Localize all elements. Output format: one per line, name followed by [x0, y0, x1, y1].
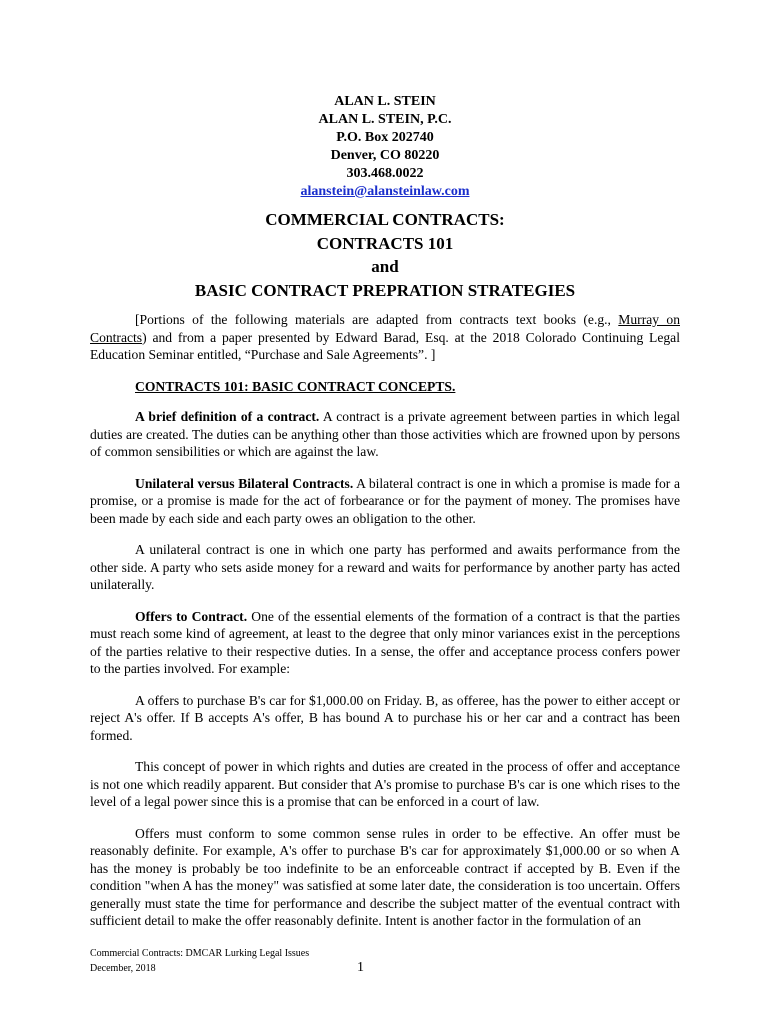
intro-paragraph: [Portions of the following materials are adapted from contracts text books (e.g., Murray on Contracts) and from a paper presented by Edward Barad, Esq. at the 2018 Colorado Continuing Legal Education Seminar entitled, “Purchase and Sale Agreements”. ]	[90, 312, 680, 362]
firm-name: ALAN L. STEIN, P.C.	[318, 112, 452, 127]
document-body	[90, 311, 680, 944]
paragraph: A unilateral contract is one in which one party has performed and awaits performance from the other side. A party who sets aside money for a reward and waits for performance by another party has acted unilaterally.	[90, 542, 680, 592]
section-heading: CONTRACTS 101: BASIC CONTRACT CONCEPTS.	[135, 378, 456, 394]
title-line-4: BASIC CONTRACT PREPRATION STRATEGIES	[194, 280, 576, 300]
paragraph: This concept of power in which rights and duties are created in the process of offer and acceptance is not one which readily apparent. But consider that A's promise to purchase B's car is one which rises to the level of a legal power since this is a promise that can be enforced in a court of law.	[90, 759, 680, 809]
title-line-1: COMMERCIAL CONTRACTS:	[265, 210, 505, 229]
paragraph: Unilateral versus Bilateral Contracts. A bilateral contract is one in which a promise is made for a promise, or a promise is made for the act of forbearance or for the payment of money. The promises have been made by each side and each party owes an obligation to the other.	[90, 475, 680, 526]
document-title	[0, 208, 770, 302]
po-box: P.O. Box 202740	[336, 130, 434, 145]
paragraph: A brief definition of a contract. A contract is a private agreement between parties in which legal duties are created. The duties can be anything other than those activities which are frowned upon by persons of common sensibilities or which are against the law.	[90, 409, 681, 459]
page-number: 1	[357, 960, 364, 975]
author-name: ALAN L. STEIN	[334, 94, 436, 109]
paragraph: A offers to purchase B's car for $1,000.00 on Friday. B, as offeree, has the power to either accept or reject A's offer. If B accepts A's offer, B has bound A to purchase his or her car and a contract has been formed.	[90, 692, 680, 743]
email-link[interactable]: alanstein@alansteinlaw.com	[300, 184, 470, 199]
title-line-2: CONTRACTS 101	[316, 233, 454, 253]
paragraph: Offers to Contract. One of the essential elements of the formation of a contract is that the parties must reach some kind of agreement, at least to the degree that only minor variances exist in the perceptions of the parties relative to their respective duties. In a sense, the offer and acceptance process confers power to the parties involved. For example:	[90, 608, 680, 676]
letterhead	[0, 93, 770, 201]
book-title: Murray on Contracts	[90, 312, 680, 345]
title-line-3: and	[371, 257, 399, 276]
paragraph: Offers must conform to some common sense rules in order to be effective. An offer must be reasonably definite. For example, A's offer to purchase B's car for approximately $1,000.00 or so when A has the money is probably be too indefinite to be an enforceable contract if accepted by B. Even if the condition "when A has the money" was satisfied at some later date, the consideration is too uncertain. Offers generally must state the time for performance and describe the subject matter of the eventual contract with sufficient detail to make the offer reasonably definite. Intent is another factor in the formulation of an	[90, 825, 680, 928]
phone-number: 303.468.0022	[346, 166, 424, 181]
city-line: Denver, CO 80220	[330, 148, 440, 163]
footer-title: Commercial Contracts: DMCAR Lurking Legal Issues	[90, 948, 310, 959]
footer-date: December, 2018	[90, 963, 156, 974]
page-footer	[90, 946, 309, 976]
